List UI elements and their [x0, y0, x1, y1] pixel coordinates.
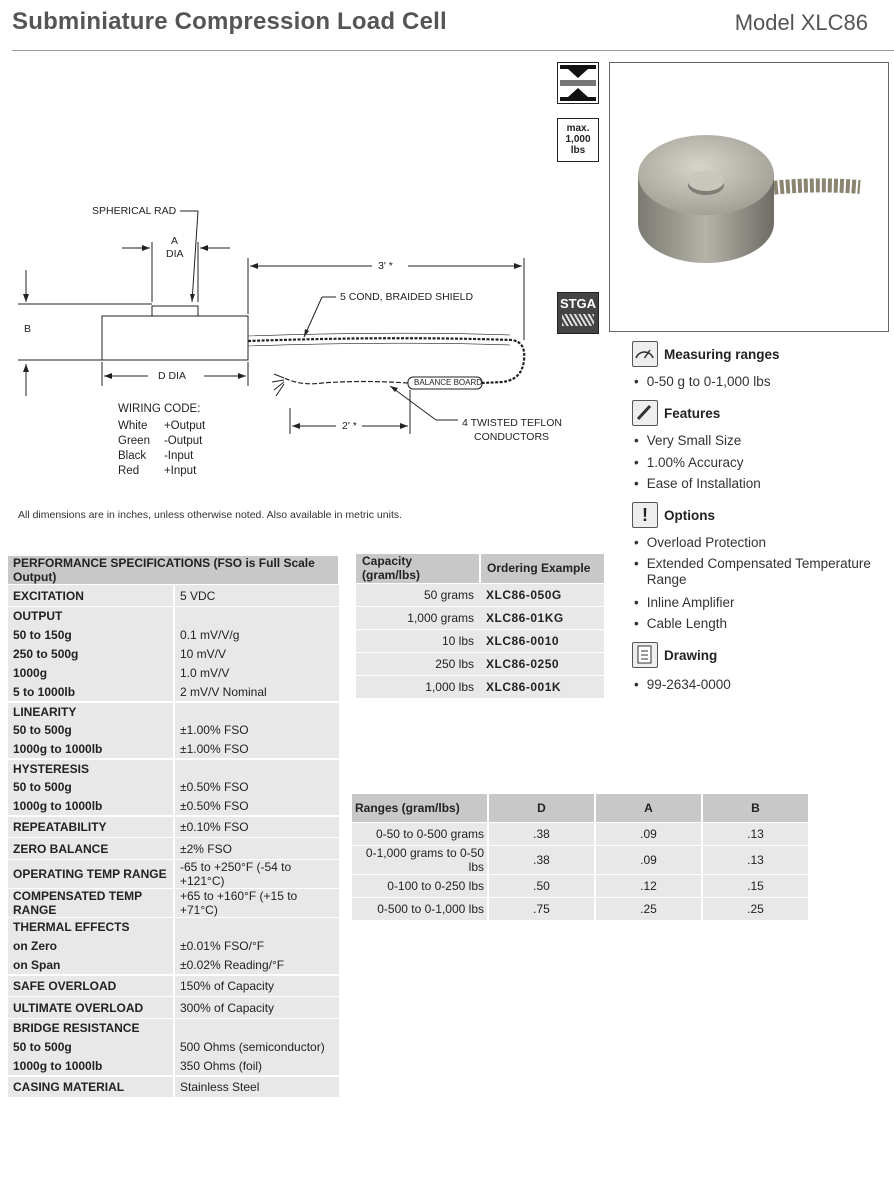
strain-gauge-icon	[562, 314, 594, 326]
table-row: 0-1,000 grams to 0-50 lbs .38 .09 .13	[352, 845, 809, 874]
list-item: • 99-2634-0000	[634, 677, 731, 692]
three-foot-label: 3' *	[378, 260, 393, 272]
wiring-row: Black -Input	[118, 450, 194, 462]
measuring-ranges-heading: Measuring ranges	[632, 341, 780, 367]
table-row: REPEATABILITY ±0.10% FSO	[8, 816, 339, 838]
performance-specs-table	[8, 556, 340, 1098]
wiring-row: Green -Output	[118, 435, 203, 447]
table-row: 1,000 grams XLC86-01KG	[356, 606, 604, 629]
list-item: • Inline Amplifier	[634, 595, 735, 610]
table-row: EXCITATION 5 VDC	[8, 585, 339, 607]
table-row: 10 lbs XLC86-0010	[356, 629, 604, 652]
ranges-dimension-table	[352, 794, 810, 920]
document-icon	[632, 642, 658, 668]
list-item: • 0-50 g to 0-1,000 lbs	[634, 374, 771, 389]
table-row: 1000g to 1000lb 350 Ohms (foil)	[8, 1057, 339, 1076]
pencil-icon	[632, 400, 658, 426]
spherical-rad-label: SPHERICAL RAD	[92, 205, 177, 217]
table-row: BRIDGE RESISTANCE	[8, 1019, 339, 1038]
table-row: 50 to 150g 0.1 mV/V/g	[8, 626, 339, 645]
page-title: Subminiature Compression Load Cell	[12, 8, 447, 35]
table-row: THERMAL EFFECTS	[8, 918, 339, 937]
table-row: CASING MATERIAL Stainless Steel	[8, 1076, 339, 1098]
table-row: 50 to 500g 500 Ohms (semiconductor)	[8, 1038, 339, 1057]
wiring-row: Red +Input	[118, 465, 197, 477]
table-row: on Zero ±0.01% FSO/°F	[8, 937, 339, 956]
table-row: 5 to 1000lb 2 mV/V Nominal	[8, 683, 339, 702]
b-label: B	[24, 323, 32, 335]
product-photo	[609, 62, 889, 332]
table-row: LINEARITY	[8, 702, 339, 721]
wiring-code	[118, 402, 219, 479]
table-row: on Span ±0.02% Reading/°F	[8, 956, 339, 975]
list-item: • 1.00% Accuracy	[634, 455, 744, 470]
twisted-label-1: 4 TWISTED TEFLON	[462, 417, 562, 429]
exclamation-icon: !	[632, 502, 658, 528]
max-capacity-badge: max. 1,000 lbs	[557, 118, 599, 162]
dimension-drawing	[12, 190, 562, 490]
table-row: 250 lbs XLC86-0250	[356, 652, 604, 675]
table-row: 50 grams XLC86-050G	[356, 583, 604, 606]
wiring-row: White +Output	[118, 420, 206, 432]
table-row: OUTPUT	[8, 607, 339, 626]
table-row: 1,000 lbs XLC86-001K	[356, 675, 604, 698]
options-heading: ! Options	[632, 502, 715, 528]
table-row: 1000g to 1000lb ±1.00% FSO	[8, 740, 339, 759]
table-row: ZERO BALANCE ±2% FSO	[8, 838, 339, 860]
list-item: • Very Small Size	[634, 433, 742, 448]
table-header-row: Ranges (gram/lbs) D A B	[352, 794, 809, 822]
header-divider	[12, 50, 894, 51]
table-header-row: PERFORMANCE SPECIFICATIONS (FSO is Full Scale Output)	[8, 556, 339, 585]
a-label: A	[171, 235, 179, 247]
wiring-title: WIRING CODE:	[118, 403, 201, 415]
cond-shield-label: 5 COND, BRAIDED SHIELD	[340, 291, 474, 303]
table-row: 50 to 500g ±0.50% FSO	[8, 778, 339, 797]
table-row: HYSTERESIS	[8, 759, 339, 778]
table-row: SAFE OVERLOAD 150% of Capacity	[8, 975, 339, 997]
gauge-icon	[632, 341, 658, 367]
table-row: OPERATING TEMP RANGE -65 to +250°F (-54 to +121°C)	[8, 860, 339, 889]
table-row: ULTIMATE OVERLOAD 300% of Capacity	[8, 997, 339, 1019]
list-item: • Extended Compensated Temperature Range	[634, 556, 871, 587]
table-row: 0-500 to 0-1,000 lbs .75 .25 .25	[352, 897, 809, 920]
compression-arrows-icon	[557, 62, 599, 104]
table-row: 50 to 500g ±1.00% FSO	[8, 721, 339, 740]
table-row: 1000g 1.0 mV/V	[8, 664, 339, 683]
dimension-note: All dimensions are in inches, unless otherwise noted. Also available in metric units.	[18, 509, 403, 521]
table-row: 0-100 to 0-250 lbs .50 .12 .15	[352, 874, 809, 897]
capacity-ordering-table	[356, 554, 604, 698]
load-cell-drawing-svg	[12, 190, 552, 490]
two-foot-label: 2' *	[342, 420, 357, 432]
list-item: • Ease of Installation	[634, 476, 761, 491]
list-item: • Overload Protection	[634, 535, 767, 550]
stga-badge: STGA	[557, 292, 599, 334]
drawing-heading: Drawing	[632, 642, 717, 668]
d-dia-label: D DIA	[158, 370, 187, 382]
a-dia-label: DIA	[166, 248, 184, 260]
features-heading: Features	[632, 400, 720, 426]
table-row: COMPENSATED TEMP RANGE +65 to +160°F (+15 to +71°C)	[8, 889, 339, 918]
balance-board-label: BALANCE BOARD	[414, 378, 483, 387]
twisted-label-2: CONDUCTORS	[474, 431, 550, 443]
table-row: 0-50 to 0-500 grams .38 .09 .13	[352, 822, 809, 845]
list-item: • Cable Length	[634, 616, 728, 631]
model-number: Model XLC86	[734, 10, 868, 35]
table-row: 250 to 500g 10 mV/V	[8, 645, 339, 664]
table-header-row: Capacity (gram/lbs) Ordering Example	[356, 554, 604, 583]
table-row: 1000g to 1000lb ±0.50% FSO	[8, 797, 339, 816]
